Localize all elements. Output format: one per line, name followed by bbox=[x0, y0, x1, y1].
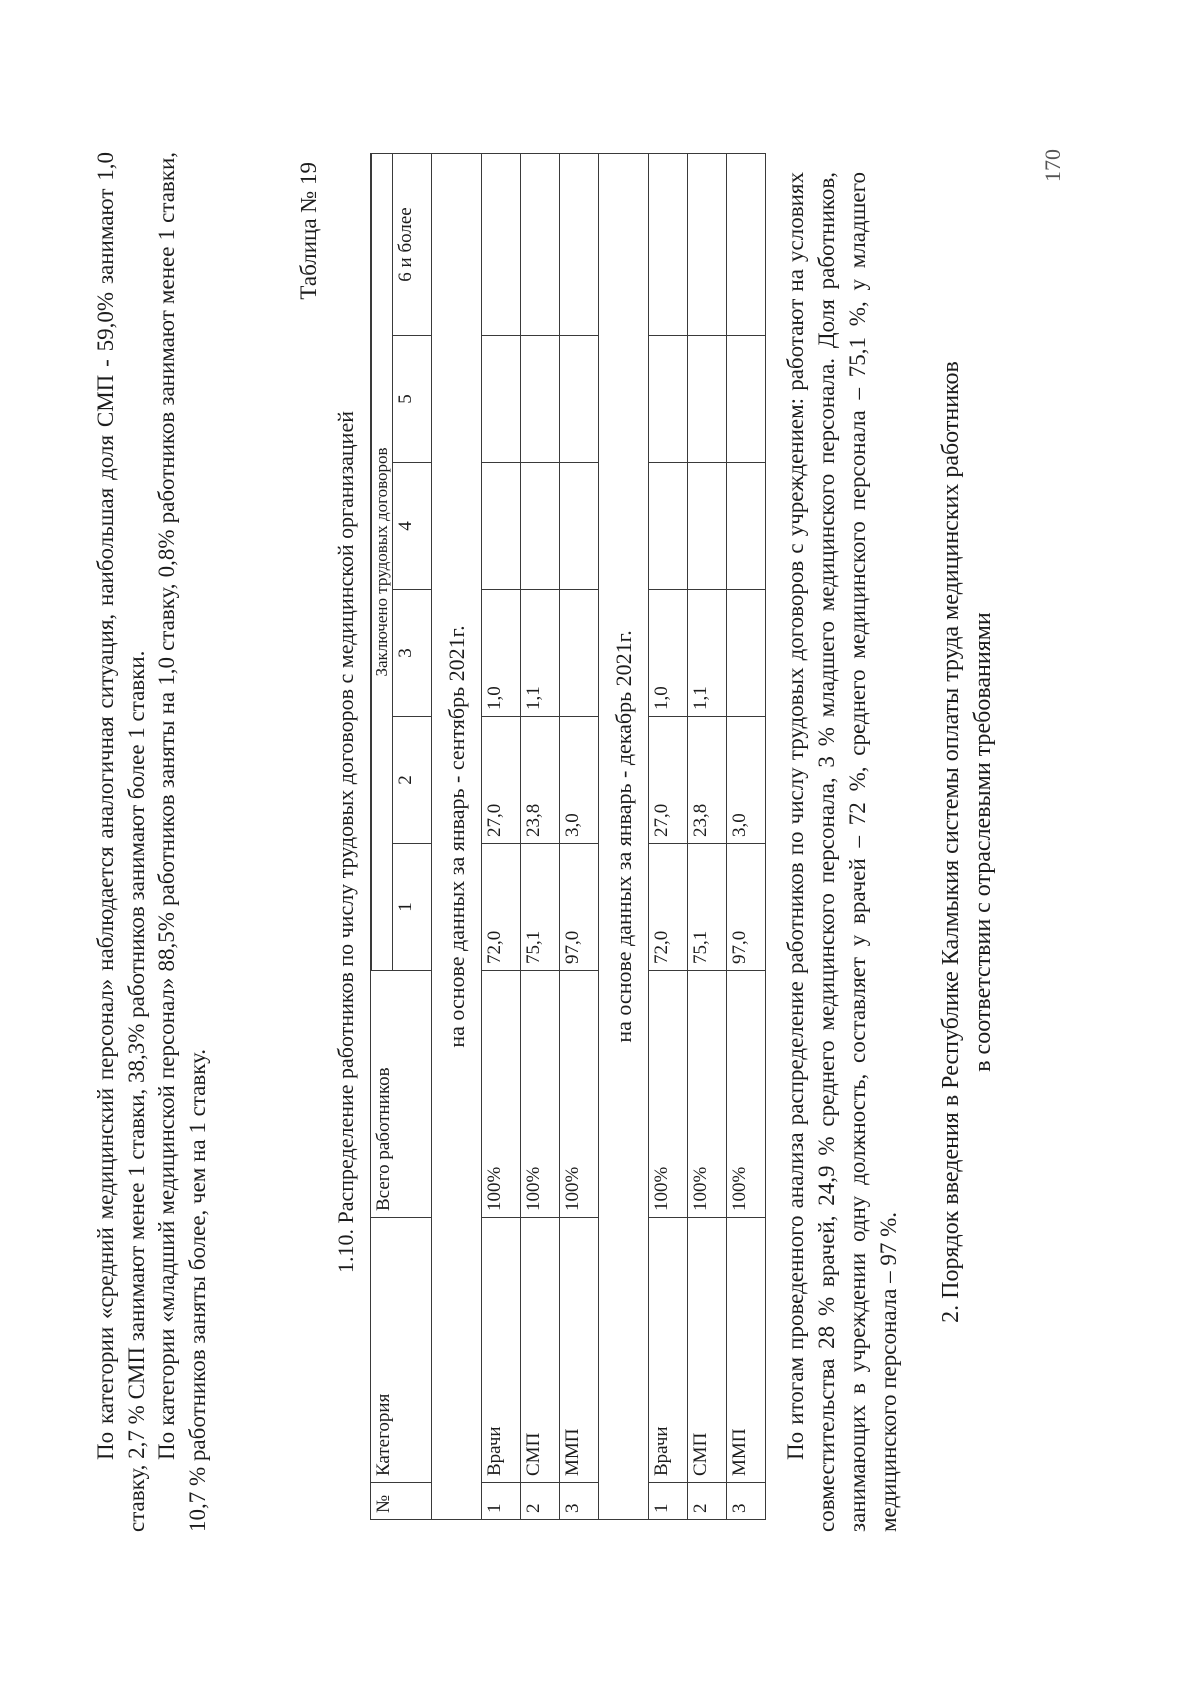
table-row bbox=[649, 153, 688, 1519]
section-caption: на основе данных за январь - декабрь 2021г. bbox=[599, 153, 649, 1519]
cell-category: ММП bbox=[727, 1218, 766, 1483]
cell-c1: 75,1 bbox=[688, 844, 727, 971]
page-number: 170 bbox=[1040, 149, 1065, 182]
cell-category: Врачи bbox=[649, 1218, 688, 1483]
cell-c6 bbox=[688, 153, 727, 335]
cell-num: 2 bbox=[688, 1483, 727, 1520]
cell-num: 2 bbox=[521, 1483, 560, 1520]
cell-c1: 97,0 bbox=[727, 844, 766, 971]
header-num: № bbox=[371, 1483, 432, 1520]
header-c3: 3 bbox=[393, 590, 432, 717]
cell-c1: 72,0 bbox=[649, 844, 688, 971]
cell-c4 bbox=[688, 463, 727, 590]
table-body bbox=[432, 153, 766, 1519]
cell-c5 bbox=[727, 336, 766, 463]
cell-c1: 75,1 bbox=[521, 844, 560, 971]
cell-c3: 1,0 bbox=[649, 590, 688, 717]
table-row bbox=[727, 153, 766, 1519]
cell-c6 bbox=[482, 153, 521, 335]
cell-total: 100% bbox=[727, 971, 766, 1218]
cell-c3: 1,1 bbox=[688, 590, 727, 717]
header-c6: 6 и более bbox=[393, 153, 432, 335]
cell-category: Врачи bbox=[482, 1218, 521, 1483]
cell-c1: 97,0 bbox=[560, 844, 599, 971]
paragraph-mmp: По категории «младший медицинской персонал» 88,5% работников заняты на 1,0 ставку, 0,8% работников занимают менее 1 ставки, 10,7 % работников заняты более, чем на 1 ставку. bbox=[154, 152, 210, 1532]
table-row bbox=[521, 153, 560, 1519]
cell-num: 3 bbox=[727, 1483, 766, 1520]
table-label: Таблица № 19 bbox=[296, 162, 321, 300]
cell-c4 bbox=[560, 463, 599, 590]
cell-c2: 3,0 bbox=[560, 717, 599, 844]
cell-c3: 1,1 bbox=[521, 590, 560, 717]
cell-total: 100% bbox=[560, 971, 599, 1218]
section-heading-line1: 2. Порядок введения в Республике Калмыкия системы оплаты труда медицинских работников bbox=[938, 361, 964, 1323]
cell-c3 bbox=[727, 590, 766, 717]
cell-c2: 27,0 bbox=[649, 717, 688, 844]
table-row bbox=[482, 153, 521, 1519]
cell-c2: 23,8 bbox=[688, 717, 727, 844]
cell-c1: 72,0 bbox=[482, 844, 521, 971]
header-category: Категория bbox=[371, 1218, 432, 1483]
cell-c4 bbox=[649, 463, 688, 590]
cell-num: 1 bbox=[649, 1483, 688, 1520]
table-row bbox=[560, 153, 599, 1519]
table-row bbox=[688, 153, 727, 1519]
cell-c6 bbox=[727, 153, 766, 335]
cell-total: 100% bbox=[482, 971, 521, 1218]
paragraph-summary: По итогам проведенного анализа распределение работников по числу трудовых договоров с учреждением: работают на условиях совместительства 28 % врачей, 24,9 % среднего медицинского персонала, 3 % младшего медицинского персонала. Доля работников, занимающих в учреждении одну должность, составляет у врачей – 72 %, среднего медицинского персонала – 75,1 %, у младшего медицинского персонала – 97 %. bbox=[783, 172, 901, 1532]
cell-c5 bbox=[521, 336, 560, 463]
cell-c2: 3,0 bbox=[727, 717, 766, 844]
cell-num: 3 bbox=[560, 1483, 599, 1520]
cell-total: 100% bbox=[521, 971, 560, 1218]
cell-c6 bbox=[560, 153, 599, 335]
cell-c3 bbox=[560, 590, 599, 717]
cell-category: СМП bbox=[521, 1218, 560, 1483]
cell-c6 bbox=[521, 153, 560, 335]
cell-c2: 27,0 bbox=[482, 717, 521, 844]
section-caption-row bbox=[599, 153, 649, 1519]
cell-c4 bbox=[482, 463, 521, 590]
cell-c4 bbox=[521, 463, 560, 590]
cell-c5 bbox=[688, 336, 727, 463]
section-heading-line2: в соответствии с отраслевыми требованиями bbox=[970, 612, 996, 1072]
distribution-table bbox=[370, 153, 766, 1520]
paragraph-smp: По категории «средний медицинский персонал» наблюдается аналогичная ситуация, наибольшая доля СМП - 59,0% занимают 1,0 ставку, 2,7 % СМП занимают менее 1 ставки, 38,3% работников занимают более 1 ставки. bbox=[93, 152, 149, 1532]
table-title: 1.10. Распределение работников по числу трудовых договоров с медицинской организацией bbox=[333, 411, 358, 1273]
header-c5: 5 bbox=[393, 336, 432, 463]
cell-category: ММП bbox=[560, 1218, 599, 1483]
cell-c3: 1,0 bbox=[482, 590, 521, 717]
cell-c4 bbox=[727, 463, 766, 590]
cell-c5 bbox=[560, 336, 599, 463]
section-caption: на основе данных за январь - сентябрь 2021г. bbox=[432, 153, 482, 1519]
header-c4: 4 bbox=[393, 463, 432, 590]
header-total: Всего работников bbox=[371, 971, 432, 1218]
cell-total: 100% bbox=[688, 971, 727, 1218]
section-heading bbox=[935, 152, 999, 1532]
cell-category: СМП bbox=[688, 1218, 727, 1483]
cell-c6 bbox=[649, 153, 688, 335]
cell-c5 bbox=[482, 336, 521, 463]
header-c1: 1 bbox=[393, 844, 432, 971]
header-contracts: Заключено трудовых договоров bbox=[372, 153, 393, 970]
header-c2: 2 bbox=[393, 717, 432, 844]
section-caption-row bbox=[432, 153, 482, 1519]
cell-c5 bbox=[649, 336, 688, 463]
cell-c2: 23,8 bbox=[521, 717, 560, 844]
cell-total: 100% bbox=[649, 971, 688, 1218]
cell-num: 1 bbox=[482, 1483, 521, 1520]
